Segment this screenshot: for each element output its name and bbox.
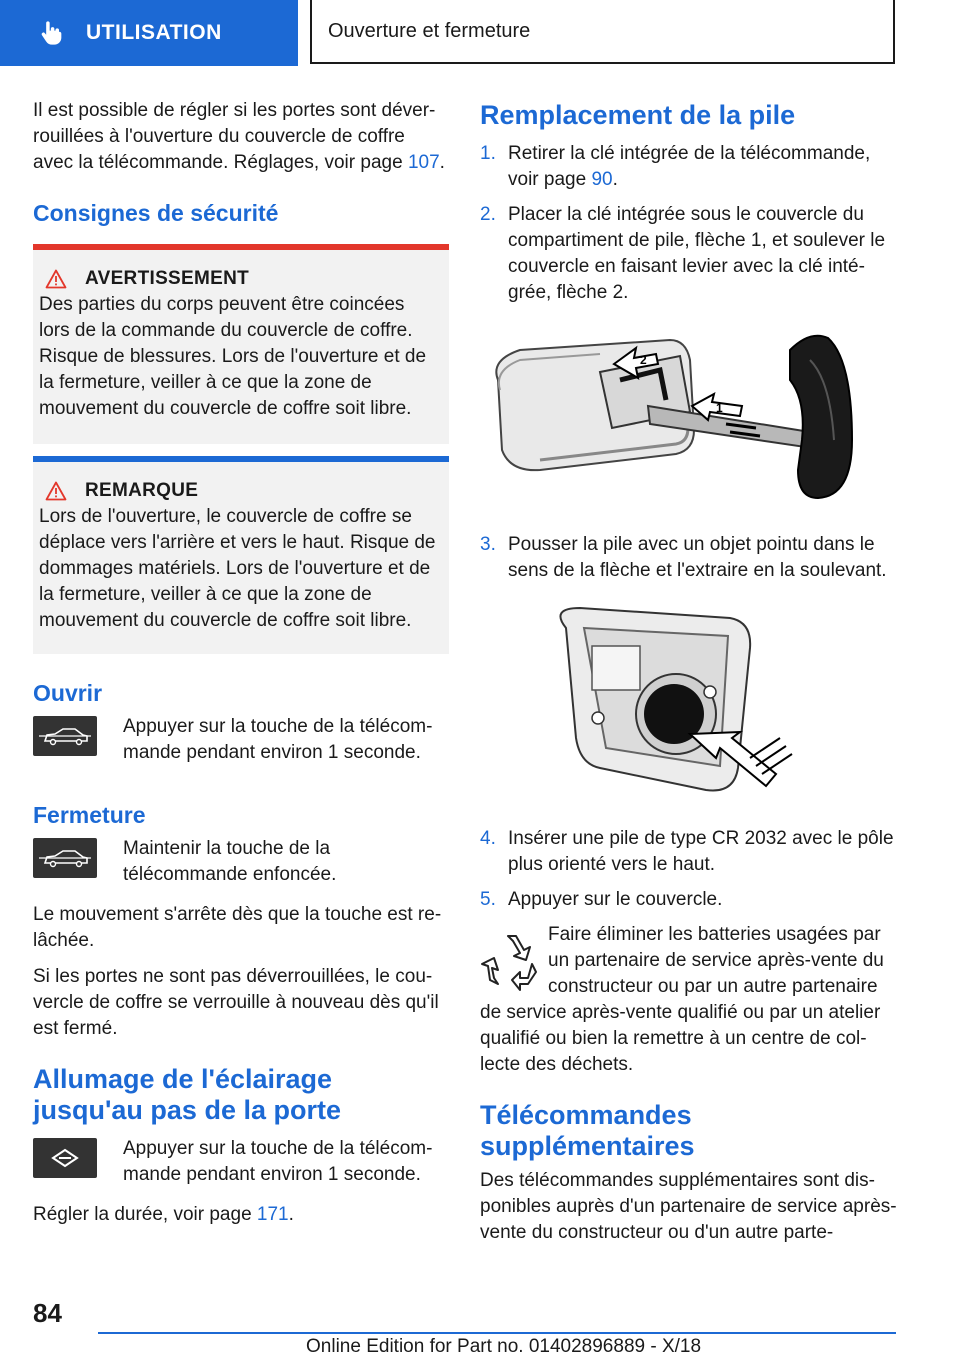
recycle-text: Faire éliminer les batteries usagées par un partenaire de service après-vente du constructeur ou par un autre partenaire de service après-vente qualifié ou par un atelier qualifié ou bien la remettre à un centre de collecte des déchets. [480, 924, 884, 1075]
battery-steps-end [480, 826, 900, 913]
page-link-107[interactable]: 107 [407, 152, 440, 173]
open-instruction [33, 714, 449, 766]
chapter-title [310, 0, 895, 64]
battery-heading: Remplacement de la pile [480, 100, 796, 130]
step-item: 1. Retirer la clé intégrée de la télécommande, voir page 90. [480, 143, 871, 190]
safety-heading: Consignes de sécurité [33, 200, 279, 226]
notice-box [33, 462, 449, 654]
warning-header [45, 268, 439, 290]
trunk-button-icon [33, 716, 97, 756]
close-text: Maintenir la touche de la télécommande enfoncée. [123, 838, 337, 885]
battery-steps-cont [480, 532, 900, 584]
step-item: 4. Insérer une pile de type CR 2032 avec le pôle plus orienté vers le haut. [480, 828, 894, 875]
close-instruction [33, 836, 449, 888]
extra-remotes-heading: Télécommandes supplémentaires [480, 1100, 695, 1161]
battery-steps [480, 141, 900, 306]
close-heading: Fermeture [33, 802, 146, 828]
notice-title: REMARQUE [85, 480, 199, 501]
light-heading: Allumage de l'éclairage jusqu'au pas de la porte [33, 1064, 341, 1125]
page-number: 84 [33, 1298, 62, 1328]
light-text: Appuyer sur la touche de la télécommande pendant environ 1 seconde. [123, 1138, 433, 1185]
warning-text: Des parties du corps peuvent être coincées lors de la commande du couvercle de coffre. Risque de blessures. Lors de l'ouverture et de la fermeture, veiller à ce que la zone de mouvement du couvercle de coffre soit libre. [39, 294, 427, 419]
notice-triangle-icon [45, 481, 67, 501]
chapter-label: Ouverture et fermeture [328, 19, 531, 42]
step-item: 5. Appuyer sur le couvercle. [480, 889, 723, 910]
page-link-90[interactable]: 90 [591, 169, 613, 190]
step-item: 3. Pousser la pile avec un objet pointu dans le sens de la flèche et l'extraire en la soulevant. [480, 534, 887, 581]
notice-text: Lors de l'ouverture, le couvercle de coffre se déplace vers l'arrière et vers le haut. Risque de dommages matériels. Lors de l'ouverture et de la fermeture, veiller à ce que la zone de mouvement du couvercle de coffre soit libre. [39, 506, 436, 631]
key-battery-cover-figure [480, 320, 900, 510]
warning-box [33, 250, 449, 444]
extra-remotes-text: Des télécommandes supplémentaires sont disponibles auprès d'un partenaire de service après-vente du constructeur ou d'un autre parte- [480, 1170, 897, 1243]
open-text: Appuyer sur la touche de la télécommande pendant environ 1 seconde. [123, 716, 433, 763]
hand-pointer-icon [38, 19, 66, 47]
intro-paragraph: Il est possible de régler si les portes sont déverrouillées à l'ouverture du couvercle de coffre avec la télécommande. Réglages, voir page 107. [33, 100, 445, 173]
open-heading: Ouvrir [33, 680, 103, 706]
recycle-icon [480, 928, 544, 992]
notice-header [45, 480, 439, 502]
left-column [33, 98, 449, 1238]
warning-title: AVERTISSEMENT [85, 268, 250, 289]
right-column [480, 100, 900, 1256]
duration-paragraph: Régler la durée, voir page 171. [33, 1204, 294, 1225]
recycle-note [480, 922, 900, 1078]
trunk-button-icon [33, 838, 97, 878]
page-link-171[interactable]: 171 [256, 1204, 289, 1225]
section-tab [0, 0, 298, 66]
arrow-label-2: 2 [640, 353, 647, 367]
light-instruction [33, 1136, 449, 1188]
warning-triangle-icon [45, 269, 67, 289]
close-paragraph-1: Le mouvement s'arrête dès que la touche est relâchée. [33, 904, 442, 951]
footer-edition: Online Edition for Part no. 01402896889 - X/18 [306, 1336, 702, 1357]
close-paragraph-2: Si les portes ne sont pas déverrouillées, le couvercle de coffre se verrouille à nouveau dès qu'il est fermé. [33, 966, 439, 1039]
light-button-icon [33, 1138, 97, 1178]
arrow-label-1: 1 [716, 401, 723, 415]
footer-rule [98, 1332, 896, 1334]
battery-removal-figure [480, 598, 900, 808]
section-label: UTILISATION [86, 21, 222, 44]
step-item: 2. Placer la clé intégrée sous le couvercle du compartiment de pile, flèche 1, et soulever le couvercle en faisant levier avec la clé intégrée, flèche 2. [480, 204, 886, 303]
